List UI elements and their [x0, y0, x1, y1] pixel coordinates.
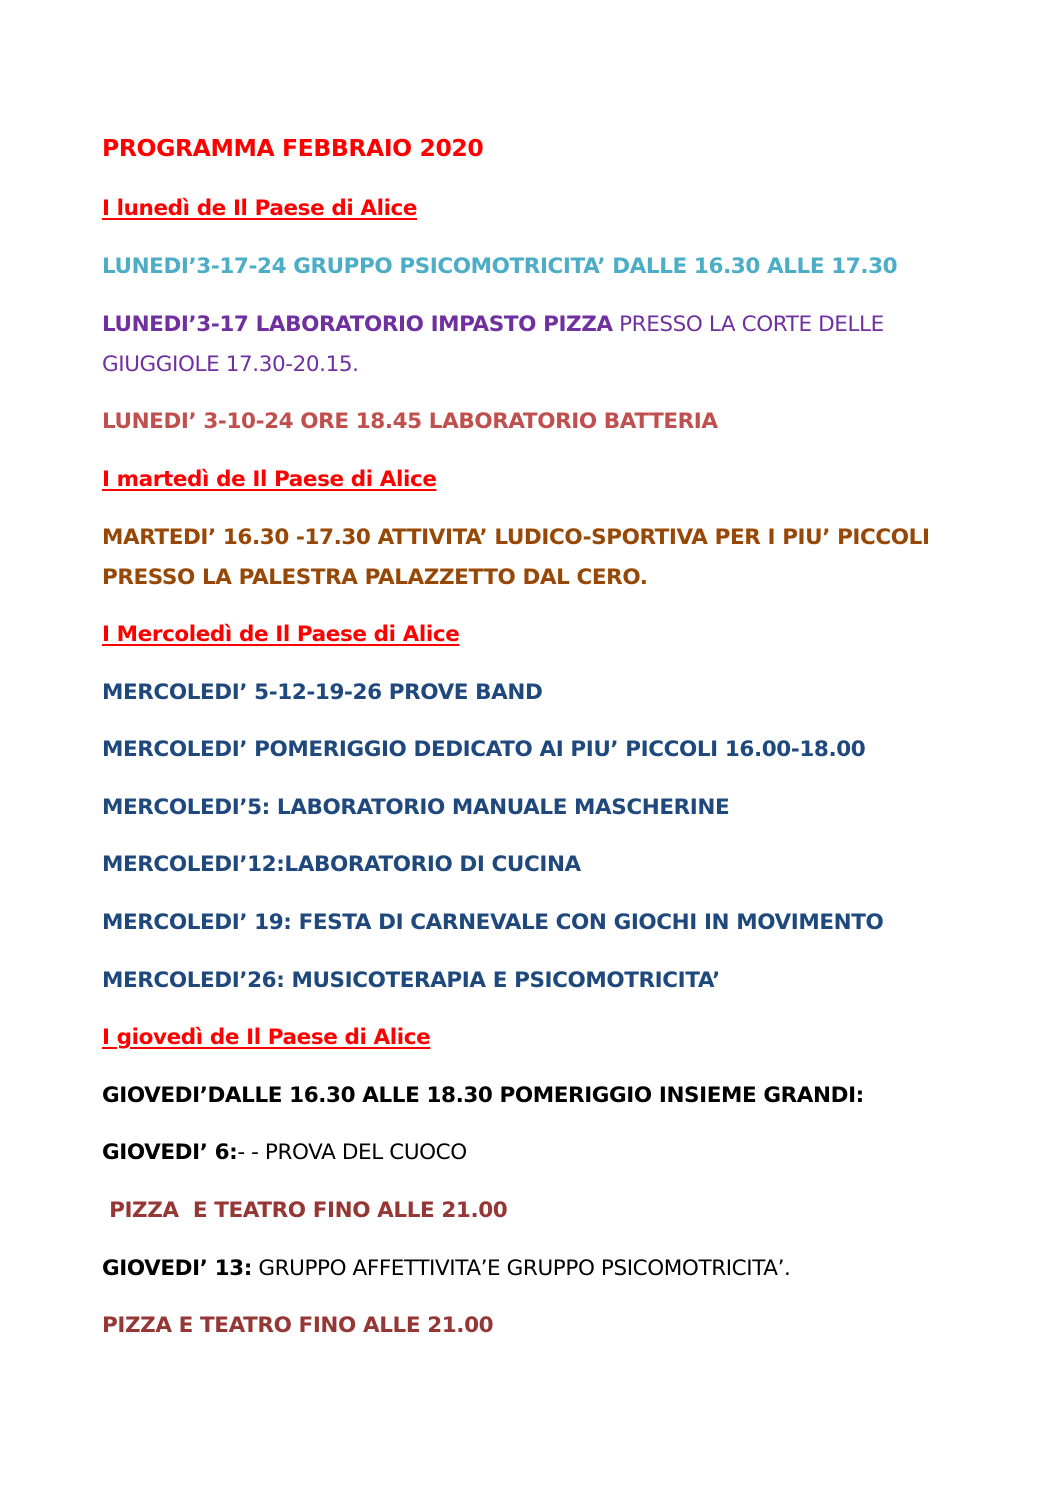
mercoledi-line-1: MERCOLEDI’ 5-12-19-26 PROVE BAND [102, 680, 543, 705]
lunedi-line-1: LUNEDI’3-17-24 GRUPPO PSICOMOTRICITA’ DALLE 16.30 ALLE 17.30 [102, 254, 898, 279]
giovedi-line-4-bold: GIOVEDI’ 13: [102, 1256, 252, 1281]
giovedi-line-4-rest: GRUPPO AFFETTIVITA’E GRUPPO PSICOMOTRICITA’. [251, 1256, 791, 1281]
heading-martedi: I martedì de Il Paese di Alice [102, 467, 437, 492]
mercoledi-line-4: MERCOLEDI’12:LABORATORIO DI CUCINA [102, 852, 581, 877]
mercoledi-line-6: MERCOLEDI’26: MUSICOTERAPIA E PSICOMOTRICITA’ [102, 968, 720, 993]
giovedi-line-5: PIZZA E TEATRO FINO ALLE 21.00 [102, 1313, 494, 1338]
heading-mercoledi: I Mercoledì de Il Paese di Alice [102, 622, 460, 647]
giovedi-line-4 [102, 1255, 790, 1283]
lunedi-line-2 [102, 311, 884, 339]
heading-lunedi: I lunedì de Il Paese di Alice [102, 196, 418, 221]
mercoledi-line-2: MERCOLEDI’ POMERIGGIO DEDICATO AI PIU’ PICCOLI 16.00-18.00 [102, 737, 866, 762]
giovedi-line-3: PIZZA E TEATRO FINO ALLE 21.00 [102, 1198, 508, 1223]
lunedi-line-3: LUNEDI’ 3-10-24 ORE 18.45 LABORATORIO BATTERIA [102, 409, 718, 434]
lunedi-line-2-rest: PRESSO LA CORTE DELLE [612, 312, 884, 337]
lunedi-line-2-cont: GIUGGIOLE 17.30-20.15. [102, 352, 359, 377]
heading-giovedi: I giovedì de Il Paese di Alice [102, 1025, 431, 1050]
lunedi-line-2-bold: LUNEDI’3-17 LABORATORIO IMPASTO PIZZA [102, 312, 613, 337]
mercoledi-line-3: MERCOLEDI’5: LABORATORIO MANUALE MASCHERINE [102, 795, 730, 820]
mercoledi-line-5: MERCOLEDI’ 19: FESTA DI CARNEVALE CON GIOCHI IN MOVIMENTO [102, 910, 884, 935]
martedi-line-2: PRESSO LA PALESTRA PALAZZETTO DAL CERO. [102, 565, 648, 590]
giovedi-line-2-rest: - - PROVA DEL CUOCO [237, 1140, 467, 1165]
giovedi-line-2-bold: GIOVEDI’ 6: [102, 1140, 238, 1165]
giovedi-line-2 [102, 1139, 467, 1167]
martedi-line-1: MARTEDI’ 16.30 -17.30 ATTIVITA’ LUDICO-SPORTIVA PER I PIU’ PICCOLI [102, 525, 930, 550]
page-title: PROGRAMMA FEBBRAIO 2020 [102, 134, 484, 162]
giovedi-line-1: GIOVEDI’DALLE 16.30 ALLE 18.30 POMERIGGIO INSIEME GRANDI: [102, 1083, 864, 1108]
